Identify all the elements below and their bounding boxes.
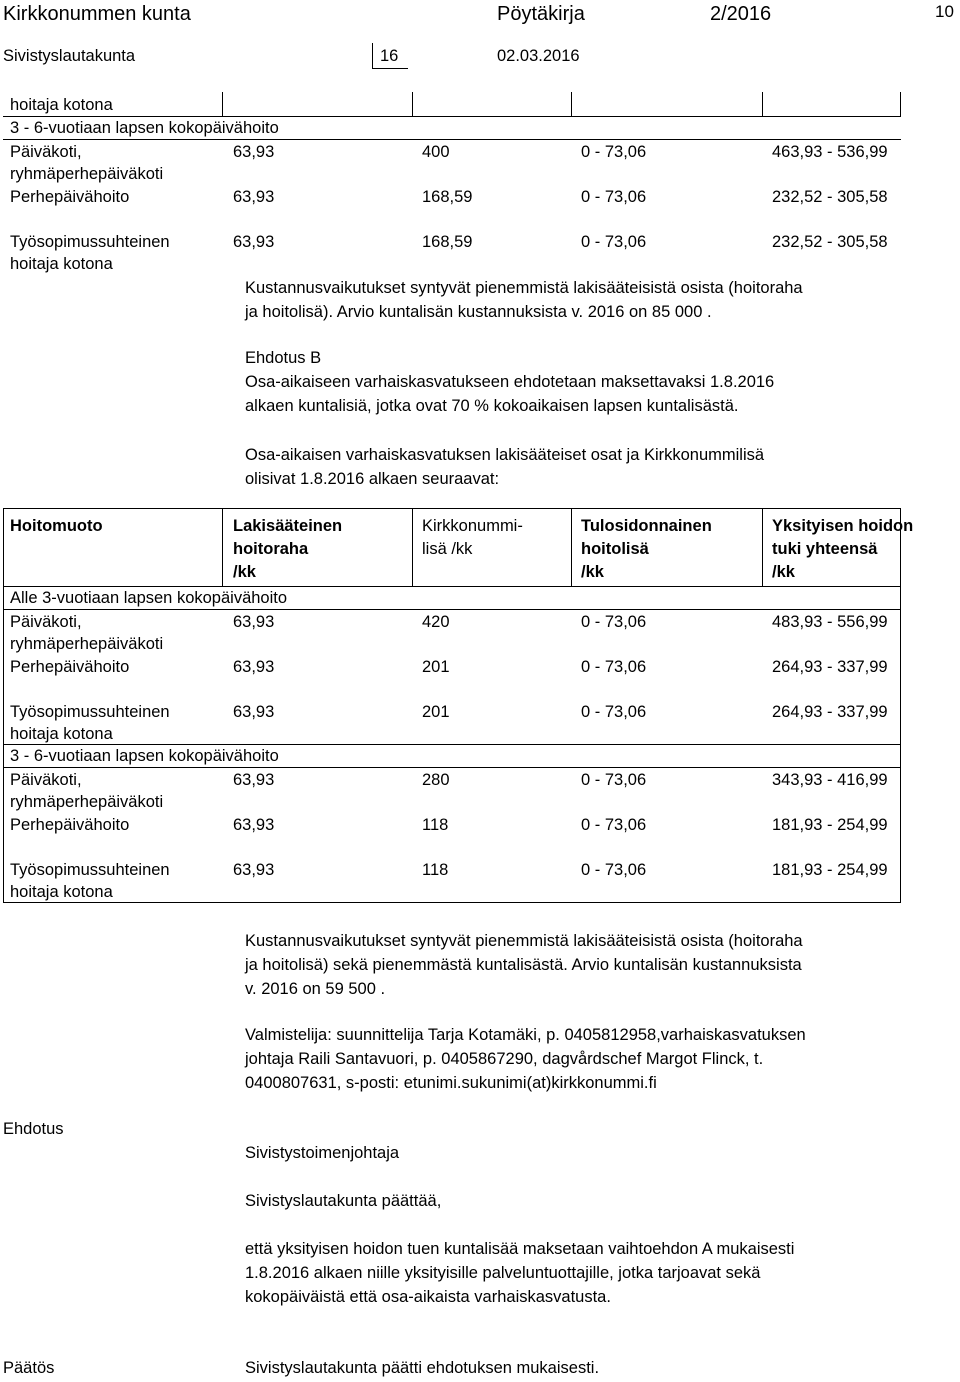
paragraph-line: Kustannusvaikutukset syntyvät pienemmistä lakisääteisistä osista (hoitoraha: [245, 932, 803, 950]
table-cell: 63,93: [233, 658, 275, 676]
table-group-header: 3 - 6-vuotiaan lapsen kokopäivähoito: [10, 747, 279, 765]
proposal-b-heading: Ehdotus B: [245, 349, 322, 367]
cost-note-a: [245, 276, 803, 324]
column-header-total: /kk: [772, 563, 795, 581]
table-cell: hoitaja kotona: [10, 96, 113, 114]
paragraph-line: 0400807631, s-posti: etunimi.sukunimi(at)kirkkonummi.fi: [245, 1074, 657, 1092]
table-cell: Päiväkoti,: [10, 143, 82, 161]
table-cell: 264,93 - 337,99: [772, 703, 888, 721]
cost-note-b: [245, 929, 803, 1001]
table-cell: 0 - 73,06: [581, 613, 647, 631]
table-cell: 181,93 - 254,99: [772, 861, 888, 879]
table-cell: 483,93 - 556,99: [772, 613, 888, 631]
table-cell: 201: [422, 658, 450, 676]
column-header-statutory: /kk: [233, 563, 256, 581]
meeting-date: 02.03.2016: [497, 47, 580, 65]
column-header-income: Tulosidonnainen: [581, 517, 712, 535]
table-cell: Perhepäivähoito: [10, 188, 130, 206]
paragraph-line: Osa-aikaiseen varhaiskasvatukseen ehdotetaan maksettavaksi 1.8.2016: [245, 373, 775, 391]
table-cell: 63,93: [233, 233, 275, 251]
table-cell: 118: [422, 816, 449, 834]
paragraph-line: olisivat 1.8.2016 alkaen seuraavat:: [245, 470, 500, 488]
table-cell: 118: [422, 861, 449, 879]
column-header-total: tuki yhteensä: [772, 540, 878, 558]
paragraph-line: v. 2016 on 59 500 .: [245, 980, 386, 998]
table-cell: 0 - 73,06: [581, 861, 647, 879]
table-cell: 63,93: [233, 771, 275, 789]
column-header-type: Hoitomuoto: [10, 517, 103, 535]
table-cell: 280: [422, 771, 450, 789]
table-cell: 400: [422, 143, 450, 161]
table-cell: 0 - 73,06: [581, 771, 647, 789]
paragraph-line: Kustannusvaikutukset syntyvät pienemmistä lakisääteisistä osista (hoitoraha: [245, 279, 803, 297]
table-cell: ryhmäperhepäiväkoti: [10, 165, 164, 183]
proposal-b: [245, 346, 774, 418]
paragraph-line: alkaen kuntalisiä, jotka ovat 70 % kokoaikaisen lapsen kuntalisästä.: [245, 397, 739, 415]
column-header-statutory: Lakisääteinen: [233, 517, 343, 535]
paragraph-line: että yksityisen hoidon tuen kuntalisää maksetaan vaihtoehdon A mukaisesti: [245, 1240, 795, 1258]
committee-name: Sivistyslautakunta: [3, 47, 136, 65]
table-group-header: 3 - 6-vuotiaan lapsen kokopäivähoito: [10, 119, 279, 137]
table-cell: 0 - 73,06: [581, 233, 647, 251]
decision-text: Sivistyslautakunta päätti ehdotuksen mukaisesti.: [245, 1359, 600, 1377]
table-cell: 463,93 - 536,99: [772, 143, 888, 161]
table-cell: 0 - 73,06: [581, 658, 647, 676]
document-number: 2/2016: [710, 3, 772, 25]
table-cell: Työsopimussuhteinen: [10, 233, 170, 251]
section-number: 16: [380, 47, 399, 65]
page-number: 10: [935, 2, 954, 21]
table-cell: 63,93: [233, 816, 275, 834]
paragraph-line: Osa-aikaisen varhaiskasvatuksen lakisääteiset osat ja Kirkkonummilisä: [245, 446, 765, 464]
paragraph-line: ja hoitolisä) sekä pienemmästä kuntalisästä. Arvio kuntalisän kustannuksista: [245, 956, 802, 974]
table-cell: Perhepäivähoito: [10, 816, 130, 834]
table-cell: 181,93 - 254,99: [772, 816, 888, 834]
column-header-municipal: lisä /kk: [422, 540, 473, 558]
decision-label: Päätös: [3, 1359, 55, 1377]
table-cell: 0 - 73,06: [581, 188, 647, 206]
preparer-info: [245, 1023, 806, 1095]
table-cell: ryhmäperhepäiväkoti: [10, 793, 164, 811]
decision-intro: Sivistyslautakunta päättää,: [245, 1192, 442, 1210]
proposal-label: Ehdotus: [3, 1120, 64, 1138]
table-cell: 63,93: [233, 703, 275, 721]
table-group-header: Alle 3-vuotiaan lapsen kokopäivähoito: [10, 589, 288, 607]
table-cell: 420: [422, 613, 450, 631]
table-cell: hoitaja kotona: [10, 255, 113, 273]
document-type: Pöytäkirja: [497, 3, 585, 25]
column-header-income: /kk: [581, 563, 604, 581]
column-header-total: Yksityisen hoidon: [772, 517, 914, 535]
paragraph-line: 1.8.2016 alkaen niille yksityisille palveluntuottajille, jotka tarjoavat sekä: [245, 1264, 761, 1282]
table-cell: 63,93: [233, 613, 275, 631]
table-cell: 264,93 - 337,99: [772, 658, 888, 676]
table-cell: 232,52 - 305,58: [772, 188, 888, 206]
paragraph-line: Valmistelija: suunnittelija Tarja Kotamäki, p. 0405812958,varhaiskasvatuksen: [245, 1026, 806, 1044]
column-header-municipal: Kirkkonummi-: [422, 517, 523, 535]
table-cell: ryhmäperhepäiväkoti: [10, 635, 164, 653]
municipality-name: Kirkkonummen kunta: [3, 3, 191, 25]
table-cell: 63,93: [233, 861, 275, 879]
paragraph-line: kokopäiväistä että osa-aikaista varhaiskasvatusta.: [245, 1288, 611, 1306]
table-cell: hoitaja kotona: [10, 725, 113, 743]
table-cell: 0 - 73,06: [581, 703, 647, 721]
table-cell: hoitaja kotona: [10, 883, 113, 901]
proposal-b-paragraph2: [245, 443, 764, 491]
table-cell: Työsopimussuhteinen: [10, 703, 170, 721]
table-cell: 63,93: [233, 143, 275, 161]
column-header-statutory: hoitoraha: [233, 540, 309, 558]
table-cell: Työsopimussuhteinen: [10, 861, 170, 879]
paragraph-line: ja hoitolisä). Arvio kuntalisän kustannuksista v. 2016 on 85 000 .: [245, 303, 712, 321]
table-cell: 168,59: [422, 188, 473, 206]
proposal-text: [245, 1237, 794, 1309]
column-header-income: hoitolisä: [581, 540, 649, 558]
table-cell: 343,93 - 416,99: [772, 771, 888, 789]
proposer: Sivistystoimenjohtaja: [245, 1144, 400, 1162]
table-cell: Päiväkoti,: [10, 771, 82, 789]
table-cell: 0 - 73,06: [581, 816, 647, 834]
table-cell: 0 - 73,06: [581, 143, 647, 161]
table-cell: 168,59: [422, 233, 473, 251]
table-cell: 63,93: [233, 188, 275, 206]
table-cell: Päiväkoti,: [10, 613, 82, 631]
table-cell: Perhepäivähoito: [10, 658, 130, 676]
section-marker-line: [372, 43, 373, 69]
paragraph-line: johtaja Raili Santavuori, p. 0405867290, dagvårdschef Margot Flinck, t.: [245, 1050, 764, 1068]
table-cell: 232,52 - 305,58: [772, 233, 888, 251]
section-marker-underline: [372, 68, 408, 69]
table-cell: 201: [422, 703, 450, 721]
